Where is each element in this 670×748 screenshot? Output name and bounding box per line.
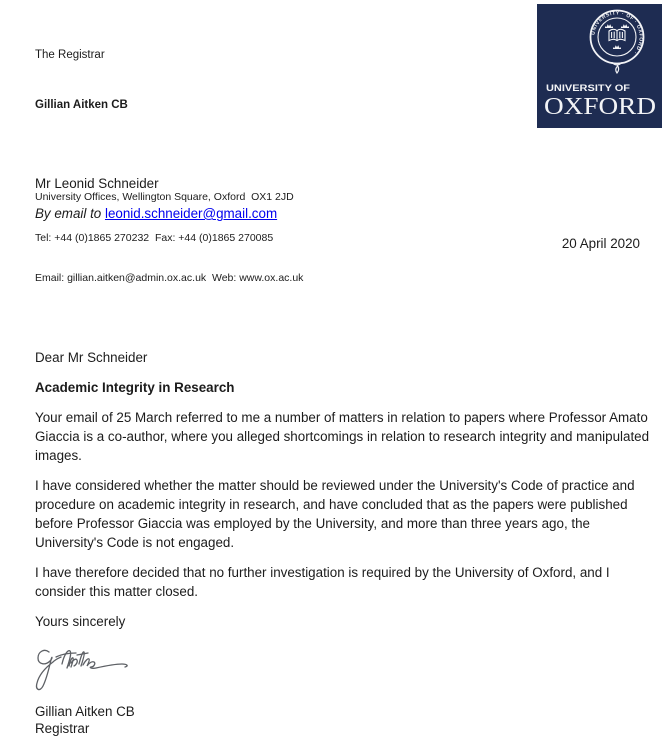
logo-wordmark-line1: UNIVERSITY OF	[546, 83, 631, 94]
letter-body	[35, 348, 655, 737]
delivery-line	[35, 206, 277, 221]
letter-date: 20 April 2020	[561, 236, 640, 251]
address-line: University Offices, Wellington Square, Oxford OX1 2JD	[35, 191, 294, 203]
sender-name: Gillian Aitken CB	[35, 99, 128, 111]
subject-line: Academic Integrity in Research	[35, 380, 235, 395]
sender-title: The Registrar	[35, 49, 105, 61]
recipient-email-link[interactable]: leonid.schneider@gmail.com	[104, 206, 278, 221]
recipient-name: Mr Leonid Schneider	[35, 176, 159, 191]
oxford-crest-icon	[537, 4, 662, 128]
logo-wordmark-line2: OXFORD	[544, 94, 656, 120]
closing: Yours sincerely	[35, 614, 126, 629]
delivery-method: By email to	[35, 206, 102, 221]
oxford-logo	[537, 4, 662, 128]
signatory-name: Gillian Aitken CB	[35, 704, 135, 719]
signatory-role: Registrar	[35, 721, 90, 736]
signature-block	[35, 703, 655, 737]
body-paragraph: I have therefore decided that no further investigation is required by the University of Oxford, and I consider this matter closed.	[35, 565, 610, 599]
body-paragraph: Your email of 25 March referred to me a number of matters in relation to papers where Professor Amato Giaccia is a co-author, where you alleged shortcomings in relation to research integrity and manipulated images.	[35, 410, 650, 463]
tel-fax-line: Tel: +44 (0)1865 270232 Fax: +44 (0)1865 270085	[35, 231, 274, 244]
crest-belt-text: UNIVERSITY · OF · OXFORD ·	[590, 10, 644, 56]
salutation: Dear Mr Schneider	[35, 350, 148, 365]
body-paragraph: I have considered whether the matter should be reviewed under the University's Code of practice and procedure on academic integrity in research, and have concluded that as the papers were published before Professor Giaccia was employed by the University, and more than three years ago, the University's Code is not engaged.	[35, 478, 635, 550]
email-web-line: Email: gillian.aitken@admin.ox.ac.uk Web: www.ox.ac.uk	[35, 272, 304, 284]
handwritten-signature	[35, 642, 135, 694]
